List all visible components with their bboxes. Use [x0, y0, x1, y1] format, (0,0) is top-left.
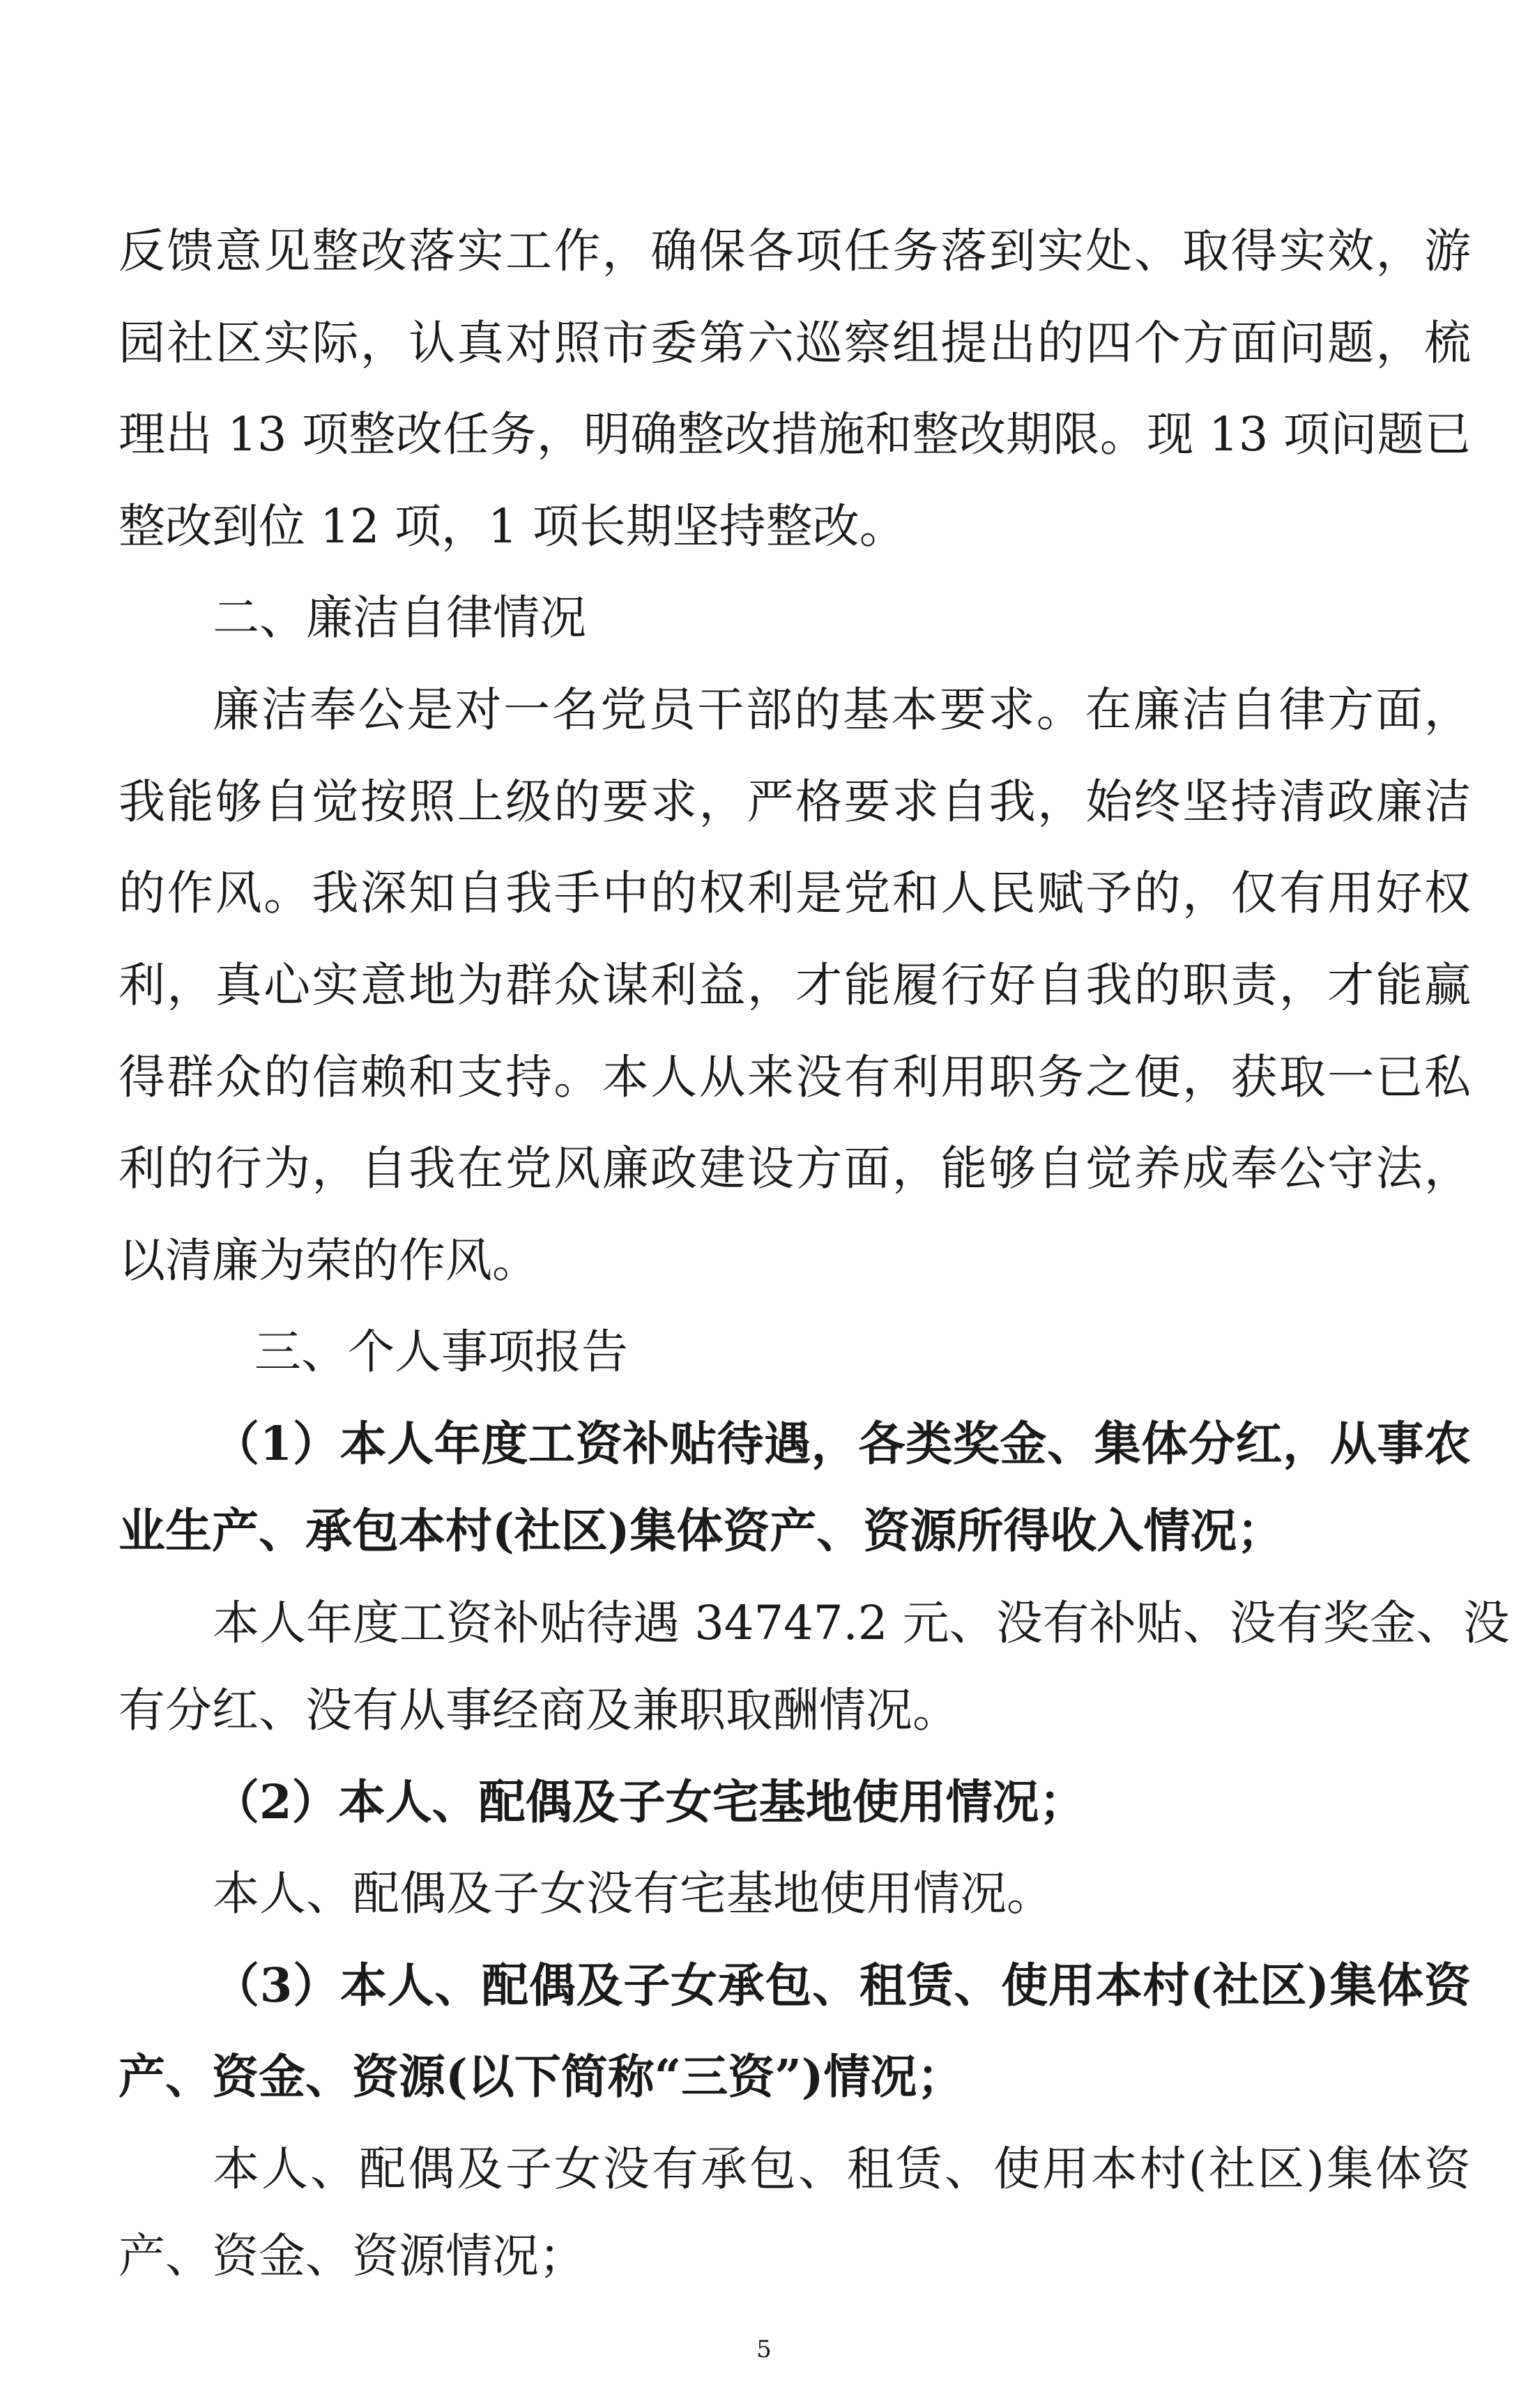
paragraph-line: 整改到位 12 项，1 项长期坚持整改。 [119, 499, 906, 554]
paragraph-line: 的作风。我深知自我手中的权利是党和人民赋予的，仅有用好权 [119, 866, 1471, 920]
item-title: （3）本人、配偶及子女承包、租赁、使用本村(社区)集体资 [213, 1958, 1471, 2013]
page-number: 5 [756, 2335, 772, 2363]
item-text: 产、资金、资源情况； [119, 2229, 586, 2283]
paragraph-line: 我能够自觉按照上级的要求，严格要求自我，始终坚持清政廉洁 [119, 775, 1471, 829]
paragraph-line: 利，真心实意地为群众谋利益，才能履行好自我的职责，才能赢 [119, 958, 1471, 1012]
paragraph-line: 利的行为，自我在党风廉政建设方面，能够自觉养成奉公守法， [119, 1141, 1471, 1196]
item-title: （2）本人、配偶及子女宅基地使用情况； [213, 1774, 1086, 1829]
item-title: （1）本人年度工资补贴待遇，各类奖金、集体分红，从事农 [213, 1416, 1471, 1471]
paragraph-line: 理出 13 项整改任务，明确整改措施和整改期限。现 13 项问题已 [119, 407, 1471, 462]
item-title: 产、资金、资源(以下简称“三资”)情况； [119, 2049, 964, 2104]
paragraph-line: 得群众的信赖和支持。本人从来没有利用职务之便，获取一已私 [119, 1050, 1471, 1104]
section-heading-3: 三、个人事项报告 [254, 1325, 628, 1379]
paragraph-line: 以清廉为荣的作风。 [119, 1233, 539, 1288]
item-text: 本人、配偶及子女没有承包、租赁、使用本村(社区)集体资 [213, 2142, 1471, 2196]
paragraph-line: 廉洁奉公是对一名党员干部的基本要求。在廉洁自律方面， [213, 683, 1471, 737]
section-heading-2: 二、廉洁自律情况 [213, 590, 586, 645]
item-title: 业生产、承包本村(社区)集体资产、资源所得收入情况； [119, 1503, 1284, 1558]
item-text: 本人、配偶及子女没有宅基地使用情况。 [213, 1866, 1053, 1921]
paragraph-line: 园社区实际，认真对照市委第六巡察组提出的四个方面问题，梳 [119, 316, 1471, 370]
item-text: 本人年度工资补贴待遇 34747.2 元、没有补贴、没有奖金、没 [213, 1596, 1510, 1650]
paragraph-line: 反馈意见整改落实工作，确保各项任务落到实处、取得实效，游 [119, 224, 1471, 278]
item-text: 有分红、没有从事经商及兼职取酬情况。 [119, 1683, 959, 1737]
